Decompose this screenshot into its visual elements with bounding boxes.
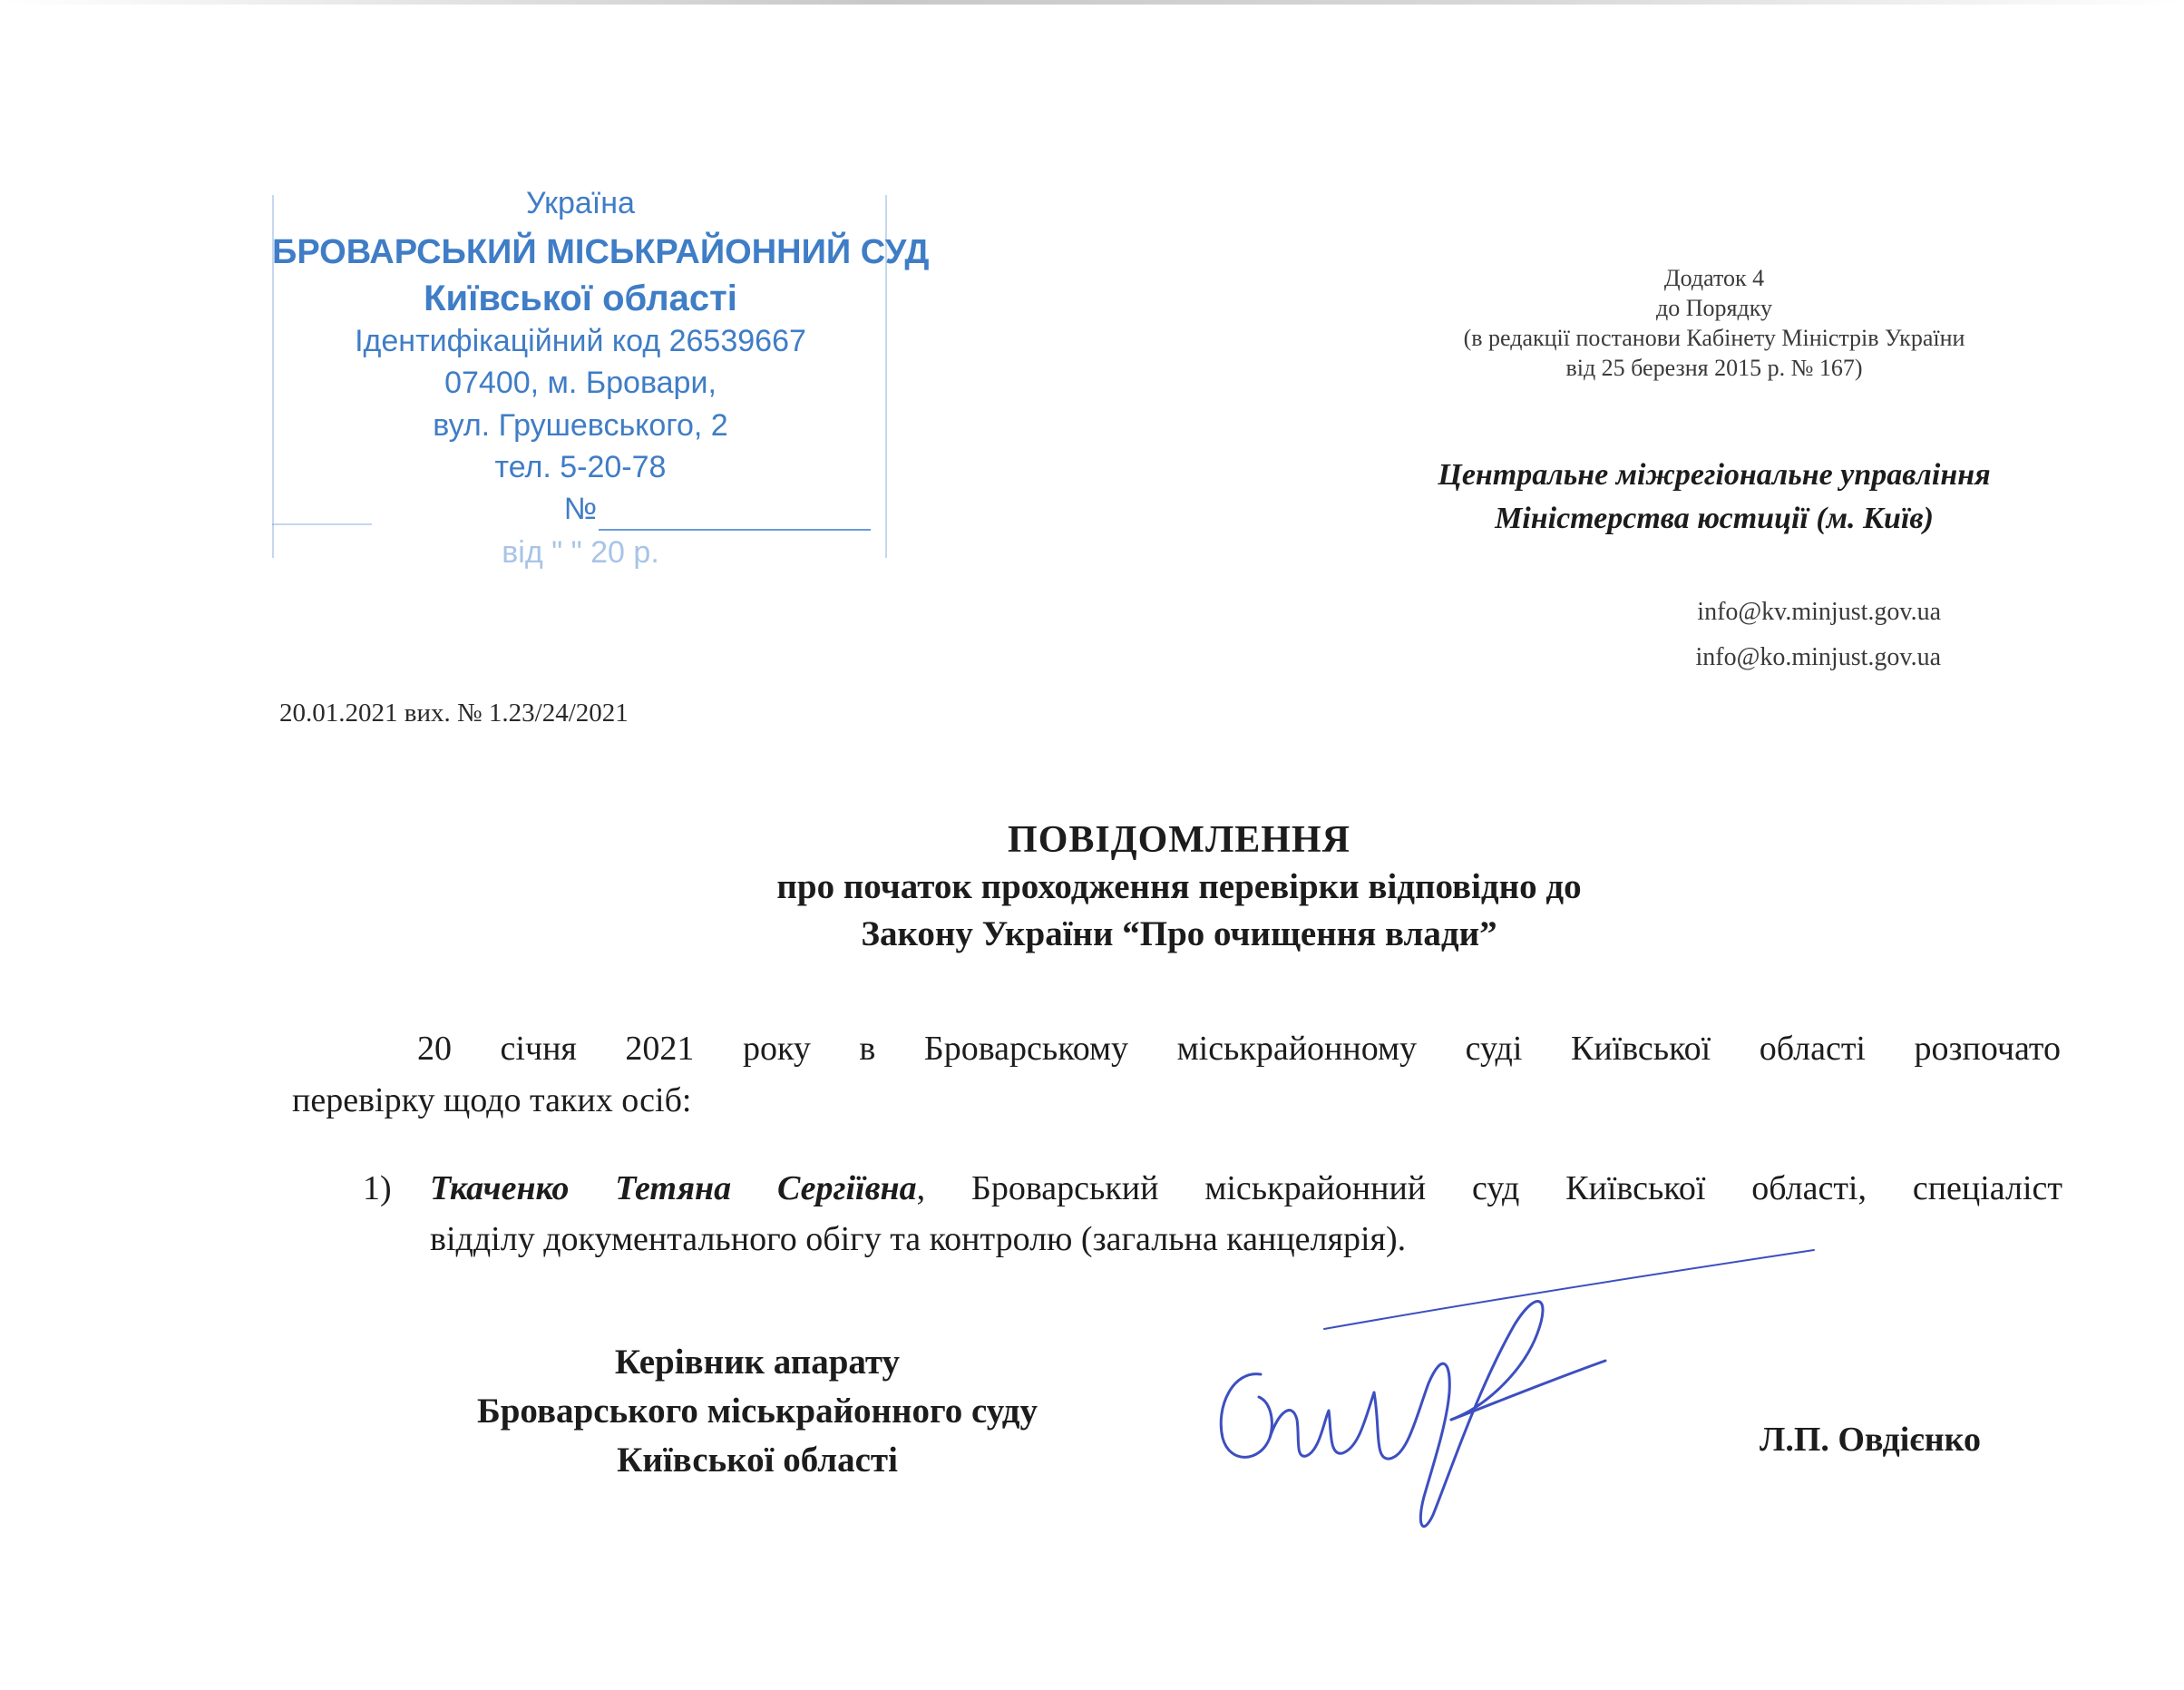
title-line-1: ПОВІДОМЛЕННЯ [1008,819,1350,861]
signer-name: Л.П. Овдієнко [1760,1421,1981,1459]
list-item-line-2: відділу документального обігу та контролю (загальна канцелярія). [430,1220,1407,1258]
body-paragraph [292,1023,2061,1127]
person-position: , Броварський міськрайонний суд Київської області, спеціаліст [916,1169,2062,1207]
stamp-country: Україна [526,186,635,220]
body-line-2: перевірку щодо таких осіб: [292,1081,692,1119]
stamp-court-name: БРОВАРСЬКИЙ МІСЬКРАЙОННИЙ СУД [272,233,930,271]
annex-note [1351,263,2077,383]
stamp-address-city: 07400, м. Бровари, [444,366,717,400]
list-item-line-1 [430,1163,2062,1214]
signer-line-3: Київської області [617,1441,898,1480]
outgoing-number: 20.01.2021 вих. № 1.23/24/2021 [279,698,629,728]
email-2[interactable]: info@ko.minjust.gov.ua [1695,643,1941,671]
list-item-number: 1) [363,1169,392,1207]
email-1[interactable]: info@kv.minjust.gov.ua [1697,598,1941,626]
stamp-number-rule [599,529,871,531]
document-title [544,816,1814,958]
signer-title [381,1338,1134,1485]
annex-line-1: Додаток 4 [1663,265,1765,291]
stamp-number-label: № [563,492,598,526]
addressee [1342,454,2086,541]
title-line-2: про початок проходження перевірки відповідно до [776,867,1582,906]
scan-top-edge [0,0,2184,5]
title-line-3: Закону України “Про очищення влади” [861,914,1497,953]
addressee-line-2: Міністерства юстиції (м. Київ) [1495,502,1934,535]
stamp-date-line: від " " 20 р. [502,535,659,570]
person-name: Ткаченко Тетяна Сергіївна [430,1169,917,1207]
signer-line-2: Броварського міськрайонного суду [476,1392,1038,1431]
annex-line-2: до Порядку [1656,295,1772,321]
email-list [1524,590,1941,680]
stamp-region: Київської області [424,278,737,318]
stamp-rule-left [272,523,372,525]
stamp-phone: тел. 5-20-78 [494,450,667,484]
signer-line-1: Керівник апарату [614,1343,901,1382]
annex-line-4: від 25 березня 2015 р. № 167) [1565,355,1863,381]
stamp-id-code: Ідентифікаційний код 26539667 [355,324,806,358]
body-line-1: 20 січня 2021 року в Броварському міськрайонному суді Київської області розпочато [417,1030,2061,1068]
annex-line-3: (в редакції постанови Кабінету Міністрів України [1463,325,1965,351]
stamp-address-street: вул. Грушевського, 2 [433,408,728,443]
court-stamp [272,186,930,576]
handwritten-signature [1179,1225,2086,1551]
addressee-line-1: Центральне міжрегіональне управління [1438,458,1991,492]
